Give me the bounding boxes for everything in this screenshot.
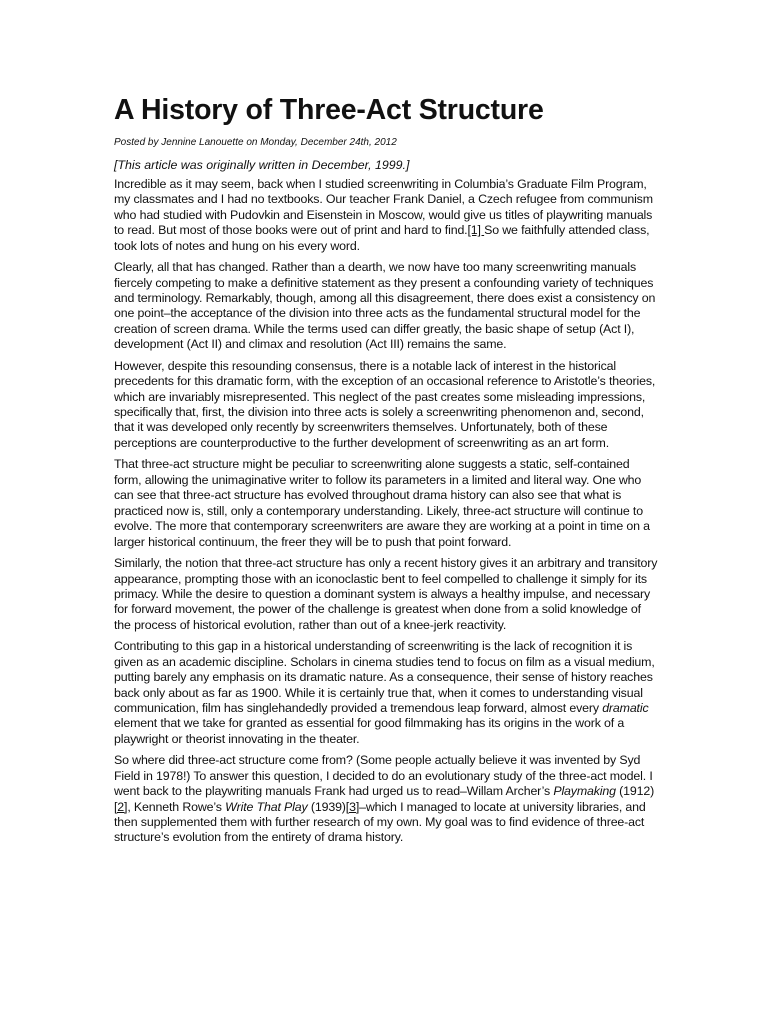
paragraph-2: Clearly, all that has changed. Rather than a dearth, we now have too many screenwriting manuals fiercely competing to make a definitive statement as they present a confounding variety of techniques and terminology. Remarkably, though, among all this disagreement, there does exist a consistency on one point–the acceptance of the division into three acts as the fundamental structural model for the creation of screen drama. While the terms used can differ greatly, the basic shape of setup (Act I), development (Act II) and climax and resolution (Act III) remains the same. (114, 260, 656, 352)
book-title-write-that-play: Write That Play (225, 799, 308, 814)
book-title-playmaking: Playmaking (553, 784, 616, 799)
footnote-link-2[interactable]: [2] (114, 799, 128, 814)
article (114, 92, 659, 852)
article-title: A History of Three-Act Structure (114, 94, 544, 126)
footnote-link-1[interactable]: [1] (467, 223, 485, 238)
paragraph-5: Similarly, the notion that three-act structure has only a recent history gives it an arbitrary and transitory appearance, prompting those with an iconoclastic bent to feel compelled to challenge it simply for its primacy. While the desire to question a dominant system is always a healthy impulse, and necessary for forward movement, the power of the challenge is greatest when done from a solid knowledge of the process of historical evolution, rather than out of a knee-jerk reactivity. (114, 556, 658, 632)
footnote-link-3[interactable]: [3] (345, 799, 360, 814)
paragraph-7: So where did three-act structure come from? (Some people actually believe it was invented by Syd Field in 1978!) To answer this question, I decided to do an evolutionary study of the three-act model. I went back to the playwriting manuals Frank had urged us to read–Willam Archer’s Playmaking (1912)[2], Kenneth Rowe’s Write That Play (1939)[3]–which I managed to locate at university libraries, and then supplemented them with further research of my own. My goal was to find evidence of three-act structure’s evolution from the entirety of drama history. (114, 753, 655, 845)
paragraph-4: That three-act structure might be peculiar to screenwriting alone suggests a static, self-contained form, allowing the unimaginative writer to follow its parameters in a limited and literal way. One who can see that three-act structure has evolved throughout drama history can also see that what is practiced now is, still, only a contemporary understanding. Likely, three-act structure will continue to evolve. The more that contemporary screenwriters are aware they are working at a point in time on a larger historical continuum, the freer they will be to push that point forward. (114, 457, 650, 549)
paragraph-6: Contributing to this gap in a historical understanding of screenwriting is the lack of recognition it is given as an academic discipline. Scholars in cinema studies tend to focus on film as a visual medium, putting barely any emphasis on its dramatic nature. As a consequence, their sense of history reaches back only about as far as 1900. While it is certainly true that, when it comes to understanding visual communication, film has singlehandedly provided a tremendous leap forward, almost every dramatic element that we take for granted as essential for good filmmaking has its origins in the work of a playwright or theorist innovating in the theater. (114, 639, 655, 746)
paragraph-1: Incredible as it may seem, back when I studied screenwriting in Columbia’s Graduate Film Program, my classmates and I had no textbooks. Our teacher Frank Daniel, a Czech refugee from communism who had studied with Pudovkin and Eisenstein in Moscow, would give us titles of playwriting manuals to read. But most of those books were out of print and hard to find.[1] So we faithfully attended class, took lots of notes and hung on his every word. (114, 177, 653, 253)
emphasis-dramatic: dramatic (602, 700, 649, 715)
paragraph-3: However, despite this resounding consensus, there is a notable lack of interest in the historical precedents for this dramatic form, with the exception of an occasional reference to Aristotle’s theories, which are invariably misrepresented. This neglect of the past creates some misleading impressions, specifically that, first, the division into three acts is solely a screenwriting phenomenon and, second, that it was developed only recently by screenwriters themselves. Unfortunately, both of these perceptions are counterproductive to the further development of screenwriting as an art form. (114, 358, 656, 450)
article-origin-note: [This article was originally written in December, 1999.] (114, 158, 410, 172)
article-byline: Posted by Jennine Lanouette on Monday, December 24th, 2012 (114, 137, 397, 148)
